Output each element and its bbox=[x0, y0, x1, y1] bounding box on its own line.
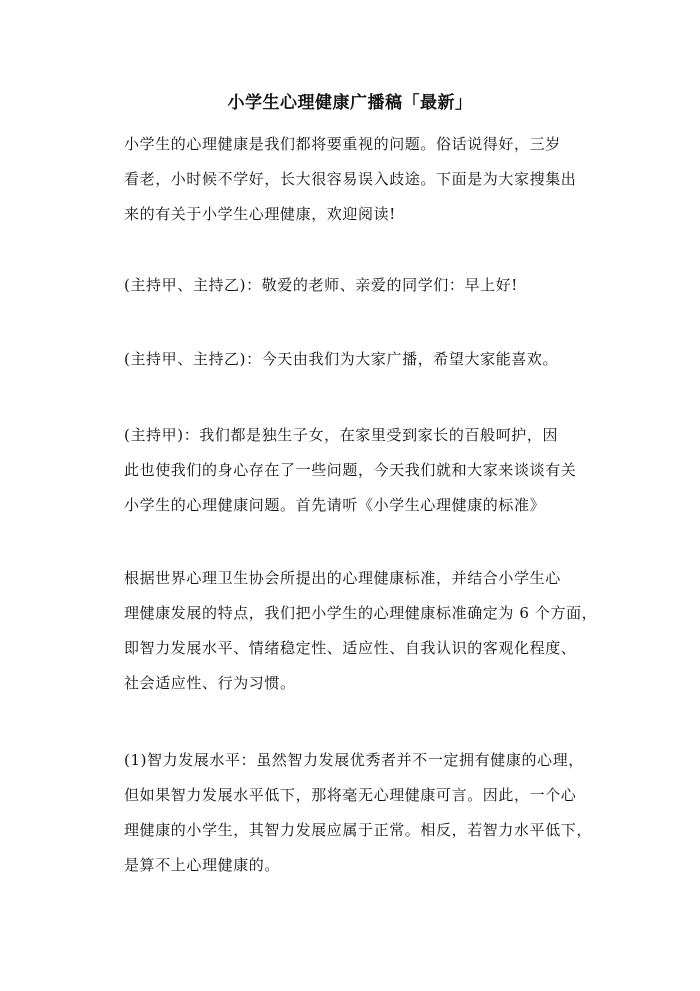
paragraph-line: 即智力发展水平、情绪稳定性、适应性、自我认识的客观化程度、 bbox=[124, 639, 577, 657]
paragraph-line: 小学生的心理健康问题。首先请听《小学生心理健康的标准》 bbox=[124, 496, 546, 514]
paragraph-line: 理健康的小学生，其智力发展应属于正常。相反，若智力水平低下， bbox=[124, 821, 593, 839]
paragraph-line: 是算不上心理健康的。 bbox=[124, 856, 281, 874]
paragraph-line: (1)智力发展水平：虽然智力发展优秀者并不一定拥有健康的心理， bbox=[124, 751, 584, 769]
paragraph-line: 但如果智力发展水平低下，那将毫无心理健康可言。因此，一个心 bbox=[124, 786, 577, 804]
document-title: 小学生心理健康广播稿「最新」 bbox=[227, 93, 473, 113]
paragraph-line: 此也使我们的身心存在了一些问题，今天我们就和大家来谈谈有关 bbox=[124, 461, 577, 479]
paragraph-line: 根据世界心理卫生协会所提出的心理健康标准，并结合小学生心 bbox=[124, 569, 561, 587]
paragraph-line: 看老，小时候不学好，长大很容易误入歧途。下面是为大家搜集出 bbox=[124, 170, 577, 188]
paragraph-intelligence bbox=[106, 743, 593, 883]
paragraph-line: 来的有关于小学生心理健康，欢迎阅读! bbox=[124, 205, 396, 223]
paragraph-line: (主持甲、主持乙)：敬爱的老师、亲爱的同学们：早上好! bbox=[124, 276, 518, 294]
paragraph-welcome bbox=[106, 342, 584, 377]
paragraph-greeting bbox=[106, 268, 584, 303]
paragraph-intro bbox=[106, 127, 584, 232]
paragraph-line: 小学生的心理健康是我们都将要重视的问题。俗话说得好，三岁 bbox=[124, 135, 561, 153]
paragraph-line: (主持甲、主持乙)：今天由我们为大家广播，希望大家能喜欢。 bbox=[124, 350, 559, 368]
paragraph-line: (主持甲)：我们都是独生子女，在家里受到家长的百般呵护，因 bbox=[124, 426, 559, 444]
paragraph-host-a bbox=[106, 418, 584, 523]
paragraph-line: 社会适应性、行为习惯。 bbox=[124, 674, 296, 692]
paragraph-line: 理健康发展的特点，我们把小学生的心理健康标准确定为 6 个方面， bbox=[124, 604, 598, 622]
paragraph-standards bbox=[106, 561, 598, 701]
